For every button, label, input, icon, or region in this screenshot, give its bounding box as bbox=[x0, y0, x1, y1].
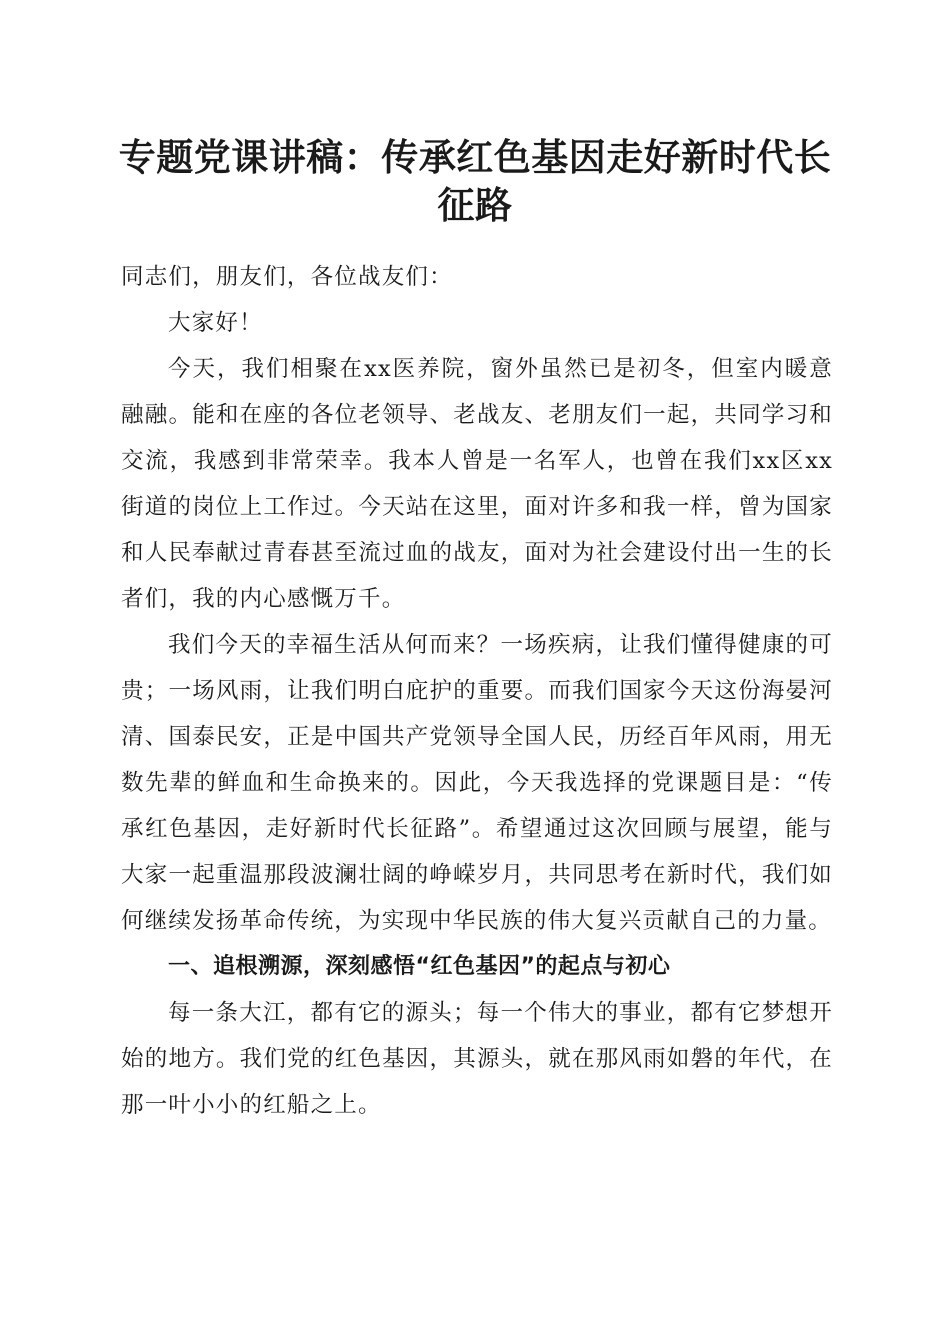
body-paragraph: 我们今天的幸福生活从何而来？一场疾病，让我们懂得健康的可贵；一场风雨，让我们明白庇护的重要。而我们国家今天这份海晏河清、国泰民安，正是中国共产党领导全国人民，历经百年风雨，用无数先辈的鲜血和生命换来的。因此，今天我选择的党课题目是：“传承红色基因，走好新时代长征路”。希望通过这次回顾与展望，能与大家一起重温那段波澜壮阔的峥嵘岁月，共同思考在新时代，我们如何继续发扬革命传统，为实现中华民族的伟大复兴贡献自己的力量。 bbox=[121, 632, 833, 934]
salutation: 同志们，朋友们，各位战友们： bbox=[121, 264, 453, 290]
section-heading: 一、追根溯源，深刻感悟“红色基因”的起点与初心 bbox=[168, 954, 671, 979]
document-body bbox=[121, 254, 833, 1128]
section-paragraph: 每一条大江，都有它的源头；每一个伟大的事业，都有它梦想开始的地方。我们党的红色基因，其源头，就在那风雨如磐的年代，在那一叶小小的红船之上。 bbox=[121, 1000, 833, 1118]
body-paragraph: 今天，我们相聚在xx医养院，窗外虽然已是初冬，但室内暖意融融。能和在座的各位老领导、老战友、老朋友们一起，共同学习和交流，我感到非常荣幸。我本人曾是一名军人，也曾在我们xx区xx街道的岗位上工作过。今天站在这里，面对许多和我一样，曾为国家和人民奉献过青春甚至流过血的战友，面对为社会建设付出一生的长者们，我的内心感慨万千。 bbox=[121, 356, 833, 612]
document-title: 专题党课讲稿：传承红色基因走好新时代长征路 bbox=[118, 135, 832, 227]
greeting: 大家好！ bbox=[168, 310, 263, 336]
